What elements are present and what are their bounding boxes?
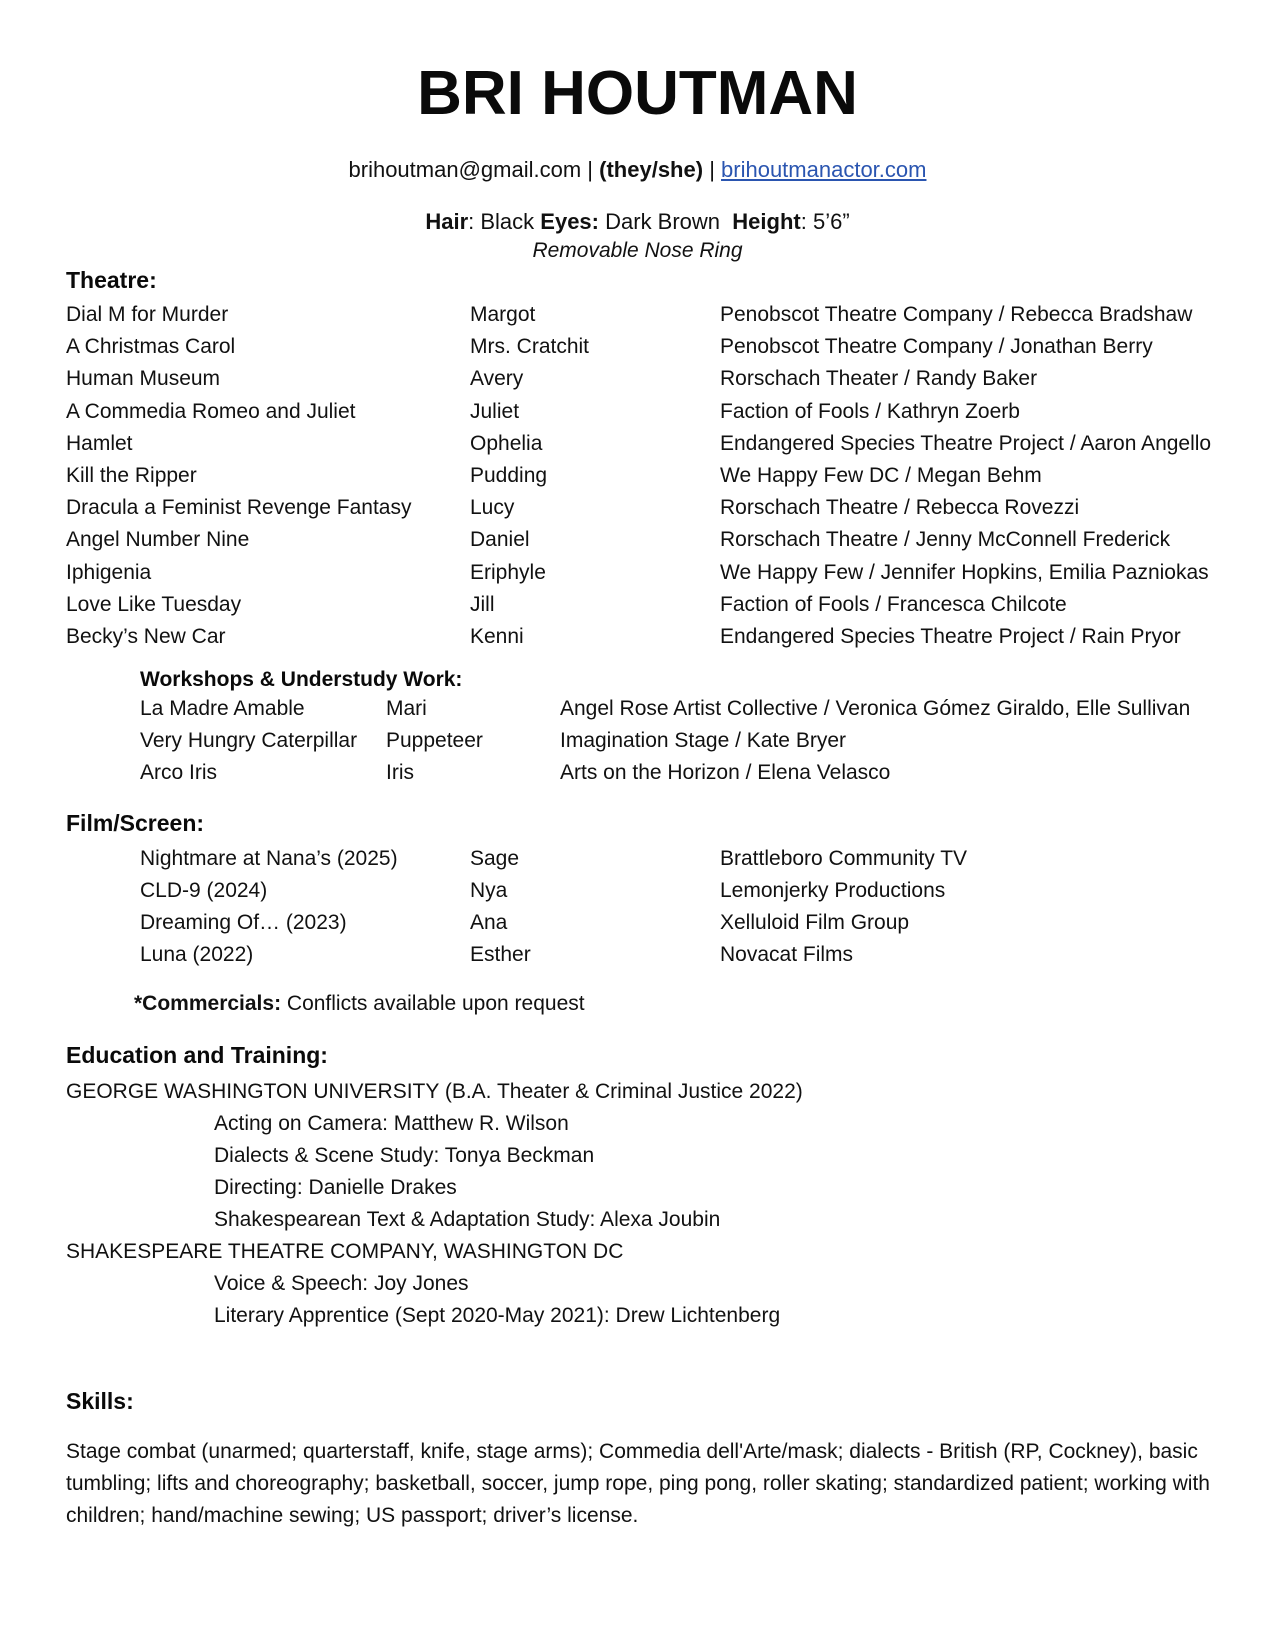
stats-note: Removable Nose Ring xyxy=(532,239,743,262)
credit-row xyxy=(0,761,1275,791)
credit-show: Dreaming Of… (2023) xyxy=(140,911,347,934)
credit-role: Pudding xyxy=(470,464,548,487)
credit-role: Jill xyxy=(470,592,495,616)
credit-company: Rorschach Theatre / Jenny McConnell Frederick xyxy=(720,528,1171,552)
credit-role: Ophelia xyxy=(470,431,543,455)
pronouns: (they/she) xyxy=(599,157,704,182)
credit-show: CLD-9 (2024) xyxy=(140,879,268,902)
credit-role: Lucy xyxy=(470,496,515,520)
credit-row xyxy=(0,847,1275,877)
credit-role: Mari xyxy=(386,697,427,720)
eyes-value: Dark Brown xyxy=(605,209,721,234)
credit-show: Iphigenia xyxy=(66,560,152,584)
credit-row xyxy=(0,625,1275,655)
skills-text: Stage combat (unarmed; quarterstaff, knife, stage arms); Commedia dell'Arte/mask; dialects - British (RP, Cockney), basic tumbling; lifts and choreography; basketball, soccer, jump rope, ping pong, roller skating; standardized patient; working with children; hand/machine sewing; US passport; driver’s license. xyxy=(66,1440,1210,1527)
credit-company: Endangered Species Theatre Project / Aaron Angello xyxy=(720,431,1212,455)
credit-show: A Christmas Carol xyxy=(66,335,236,359)
training-item: Voice & Speech: Joy Jones xyxy=(214,1272,469,1295)
email-text: brihoutman@gmail.com xyxy=(348,157,582,182)
credit-company: Angel Rose Artist Collective / Veronica Gómez Giraldo, Elle Sullivan xyxy=(560,697,1191,720)
separator: | xyxy=(587,157,594,182)
school-stc: SHAKESPEARE THEATRE COMPANY, WASHINGTON DC xyxy=(66,1240,624,1263)
credit-role: Kenni xyxy=(470,625,524,648)
credit-company: Endangered Species Theatre Project / Rain Pryor xyxy=(720,625,1181,648)
height-value: : 5’6” xyxy=(800,209,850,234)
skills-heading: Skills: xyxy=(66,1388,134,1414)
credit-company: Penobscot Theatre Company / Jonathan Berry xyxy=(720,335,1153,359)
theatre-heading: Theatre: xyxy=(66,267,157,293)
credit-role: Esther xyxy=(470,943,531,966)
credit-role: Ana xyxy=(470,911,508,934)
credit-show: Nightmare at Nana’s (2025) xyxy=(140,847,398,870)
credit-company: Novacat Films xyxy=(720,943,854,966)
separator: | xyxy=(709,157,715,182)
credit-show: Kill the Ripper xyxy=(66,464,197,487)
credit-company: We Happy Few / Jennifer Hopkins, Emilia Pazniokas xyxy=(720,560,1209,584)
credit-show: Hamlet xyxy=(66,431,133,455)
commercials-line xyxy=(134,992,585,1016)
credit-role: Eriphyle xyxy=(470,560,546,584)
credit-row xyxy=(0,496,1275,526)
credit-row xyxy=(0,335,1275,365)
credit-role: Puppeteer xyxy=(386,729,483,752)
height-label: Height xyxy=(732,209,801,234)
credit-company: Lemonjerky Productions xyxy=(720,879,946,902)
credit-company: Penobscot Theatre Company / Rebecca Bradshaw xyxy=(720,303,1193,326)
credit-show: Very Hungry Caterpillar xyxy=(140,729,358,752)
credit-role: Mrs. Cratchit xyxy=(470,335,590,359)
credit-row xyxy=(0,303,1275,333)
eyes-label: Eyes: xyxy=(540,209,599,234)
credit-role: Iris xyxy=(386,761,414,784)
credit-company: Rorschach Theatre / Rebecca Rovezzi xyxy=(720,496,1080,520)
resume-name: BRI HOUTMAN xyxy=(417,59,858,128)
credit-row xyxy=(0,367,1275,397)
training-item: Literary Apprentice (Sept 2020-May 2021): Drew Lichtenberg xyxy=(214,1304,781,1327)
contact-line xyxy=(0,157,1275,183)
credit-row xyxy=(0,943,1275,973)
credit-row xyxy=(0,528,1275,558)
credit-company: Arts on the Horizon / Elena Velasco xyxy=(560,761,891,784)
credit-show: Dial M for Murder xyxy=(66,303,229,326)
education-heading: Education and Training: xyxy=(66,1042,328,1068)
credit-company: Brattleboro Community TV xyxy=(720,847,968,870)
credit-show: Luna (2022) xyxy=(140,943,254,966)
credit-row xyxy=(0,879,1275,909)
credit-row xyxy=(0,464,1275,494)
credit-row xyxy=(0,432,1275,462)
credit-row xyxy=(0,911,1275,941)
credit-role: Margot xyxy=(470,303,536,326)
film-heading: Film/Screen: xyxy=(66,810,205,836)
credit-company: Faction of Fools / Francesca Chilcote xyxy=(720,592,1067,616)
workshops-heading: Workshops & Understudy Work: xyxy=(140,668,463,691)
credit-company: Faction of Fools / Kathryn Zoerb xyxy=(720,399,1020,423)
training-item: Dialects & Scene Study: Tonya Beckman xyxy=(214,1144,595,1167)
credit-role: Sage xyxy=(470,847,520,870)
training-item: Acting on Camera: Matthew R. Wilson xyxy=(214,1112,569,1135)
credit-show: Dracula a Feminist Revenge Fantasy xyxy=(66,496,412,520)
credit-show: A Commedia Romeo and Juliet xyxy=(66,399,356,423)
credit-company: Rorschach Theater / Randy Baker xyxy=(720,367,1038,391)
commercials-text: Conflicts available upon request xyxy=(286,992,585,1015)
credit-show: Becky’s New Car xyxy=(66,625,226,648)
physical-stats xyxy=(0,209,1275,235)
credit-row xyxy=(0,400,1275,430)
credit-row xyxy=(0,697,1275,727)
school-gwu: GEORGE WASHINGTON UNIVERSITY (B.A. Theater & Criminal Justice 2022) xyxy=(66,1080,803,1103)
hair-label: Hair xyxy=(425,209,469,234)
credit-company: Xelluloid Film Group xyxy=(720,911,910,934)
credit-show: Love Like Tuesday xyxy=(66,592,242,616)
hair-value: : Black xyxy=(468,209,535,234)
credit-company: Imagination Stage / Kate Bryer xyxy=(560,729,846,752)
credit-row xyxy=(0,561,1275,591)
credit-role: Avery xyxy=(470,367,524,391)
commercials-label: *Commercials: xyxy=(134,992,282,1015)
credit-company: We Happy Few DC / Megan Behm xyxy=(720,464,1042,487)
credit-show: Angel Number Nine xyxy=(66,528,250,552)
credit-show: Arco Iris xyxy=(140,761,218,784)
credit-row xyxy=(0,729,1275,759)
website-link[interactable]: brihoutmanactor.com xyxy=(721,157,927,182)
credit-role: Nya xyxy=(470,879,508,902)
training-item: Directing: Danielle Drakes xyxy=(214,1176,457,1199)
credit-show: Human Museum xyxy=(66,367,221,391)
credit-role: Juliet xyxy=(470,399,520,423)
credit-show: La Madre Amable xyxy=(140,697,305,720)
credit-role: Daniel xyxy=(470,528,530,552)
training-item: Shakespearean Text & Adaptation Study: Alexa Joubin xyxy=(214,1208,721,1231)
credit-row xyxy=(0,593,1275,623)
